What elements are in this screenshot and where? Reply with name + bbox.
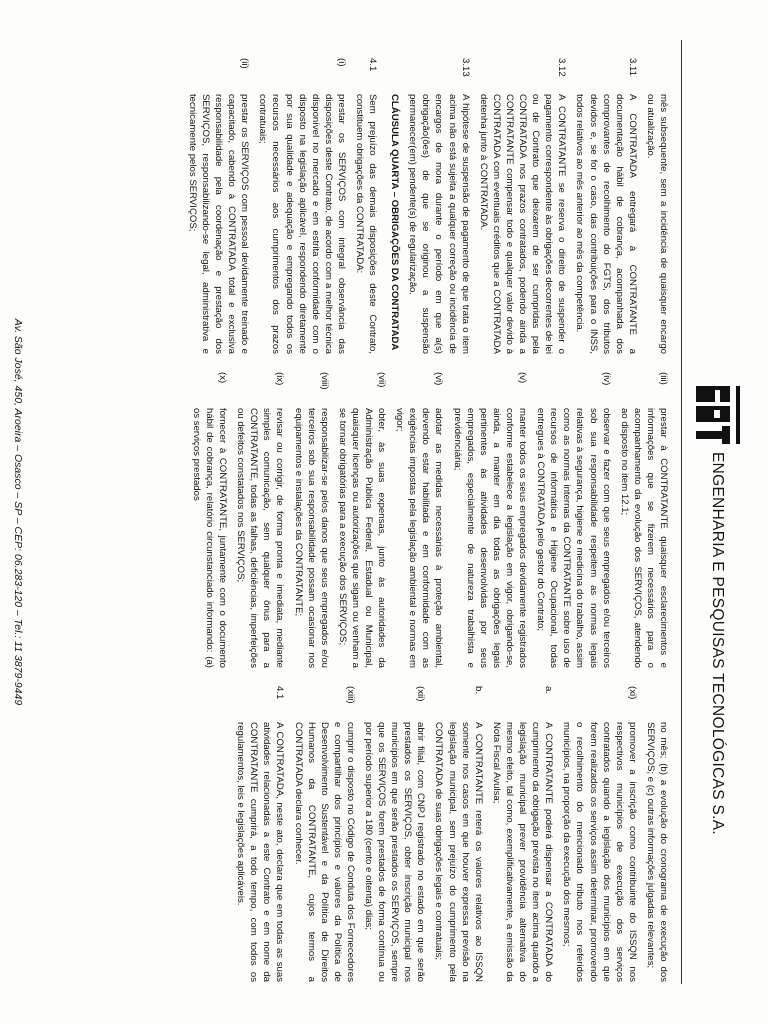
clause-item [490, 686, 555, 982]
clause-item [644, 58, 670, 354]
column-3 [229, 686, 670, 982]
clause-number: (ii) [239, 58, 251, 69]
clause-item [291, 372, 330, 668]
section-heading: CLÁUSULA QUARTA – OBRIGAÇÕES DA CONTRATADA [389, 94, 401, 351]
clause-item [393, 372, 445, 668]
clause-number [644, 686, 670, 722]
clause-number: (xiii) [344, 686, 356, 704]
clause-text: obter, às suas expensas, junto às autoridades da Administração Pública Federal, Estadual ou Municipal, quaisquer licenças ou autorizações que sigam ou venham a se tornar obrigatórias para a execução dos SERVIÇOS; [336, 408, 388, 668]
clause-number: (vii) [376, 372, 388, 388]
clause-item [534, 372, 613, 668]
clause-number: 3.13 [459, 58, 471, 77]
clause-text: observar e fazer com que seus empregados e/ou terceiros sob sua responsabilidade respeitem as normas legais relativas à segurança, higiene e medicina do trabalho, assim como as normas internas da CONTRATANTE sobre uso de recursos de informática e Higiene Ocupacional, todas entregues à CONTRATADA pelo gestor do Contrato; [535, 408, 612, 668]
clause-item [451, 372, 530, 668]
clause-text: cumprir o disposto no Código de Conduta dos Fornecedores e compartilhar dos princípios e valores da Política de Desenvolvimento Sustentável e da Política de Direitos Humanos da CONTRATANTE, cujos termos a CONTRATADA declara conhecer. [292, 722, 356, 982]
clause-item [336, 372, 388, 668]
clause-item [560, 686, 639, 982]
clause-number: 3.12 [556, 58, 568, 77]
clause-item [234, 372, 286, 668]
clause-item [256, 58, 348, 354]
clause-number: (v) [517, 372, 529, 384]
clause-text: promover a inscrição como contribuinte do ISSQN nos respectivos municípios de execução dos serviços contratados quando a legislação dos municípios em que forem realizados os serviços assim determinar, promovendo o recolhimento do mencionado tributo nos referidos municípios, na proporção da execução dos mesmos; [561, 722, 638, 982]
clause-text: A CONTRATADA entregará à CONTRATANTE a documentação hábil de cobrança, acompanhada dos comprovantes de recolhimento do FGTS, dos tributos devidos e, se for o caso, das contribuições para o INSS, todos relativos ao mês anterior ao mês da competência. [574, 94, 638, 354]
clause-text: prestar os SERVIÇOS com integral observância das disposições deste Contrato, de acordo com a melhor técnica disponível no mercado e em estrita conformidade com o disposto na legislação aplicável, respondendo diretamente por sua qualidade e adequação e empregando todos os recursos necessários aos cumprimentos dos prazos contratuais; [257, 94, 347, 354]
clause-text: A CONTRATANTE reterá os valores relativos ao ISSQN somente nos casos em que houver expressa previsão na legislação municipal, sem prejuízo do cumprimento pela CONTRATADA de suas obrigações legais e contratuais; [433, 722, 484, 982]
clause-item [362, 686, 427, 982]
clause-item [190, 372, 229, 668]
clause-number: (iii) [658, 372, 669, 385]
header-divider [681, 40, 682, 984]
clause-number: (ix) [274, 372, 286, 386]
clause-number: (viii) [318, 372, 330, 390]
clause-item [432, 686, 484, 982]
clause-item [406, 58, 471, 354]
clause-number: (x) [217, 372, 229, 384]
clause-text: fornecer à CONTRATANTE, juntamente com o documento hábil de cobrança, relatório circunstanciado informando: (a) os serviços prestados [190, 408, 229, 668]
clause-item [353, 58, 379, 354]
clause-text: adotar as medidas necessárias à proteção ambiental, devendo estar habilitada e em conformidade com as exigências impostas pela legislação ambiental e normas em vigor; [394, 408, 445, 668]
clause-number: 4.1 [274, 686, 286, 700]
clause-item [477, 58, 569, 354]
clause-item [291, 686, 356, 982]
column-2 [185, 372, 670, 668]
clause-number: b. [472, 686, 484, 695]
clause-item [573, 58, 638, 354]
clause-number: (vi) [433, 372, 445, 386]
clause-number: 3.11 [626, 58, 638, 76]
clause-text: prestar à CONTRATANTE quaisquer esclarecimentos e informações que se fizerem necessários para o acompanhamento da evolução dos SERVIÇOS, atendendo ao disposto no item 12.1; [618, 408, 669, 668]
clause-number: (xii) [415, 686, 427, 702]
clause-text: revisar ou corrigir, de forma pronta e imediata, mediante simples comunicação, sem qualquer ônus para a CONTRATANTE, todas as falhas, deficiências, imperfeições ou defeitos constatados nos SERVIÇOS; [235, 408, 286, 668]
clause-text: mês subsequente, sem a incidência de quaisquer encargo ou atualização. [644, 94, 669, 354]
clause-item [618, 372, 670, 668]
clause-number [384, 58, 401, 94]
company-logo [696, 386, 740, 444]
clause-item [234, 686, 286, 982]
company-name: ENGENHARIA E PESQUISAS TECNOLÓGICAS S.A. [709, 452, 726, 835]
clause-item [644, 686, 670, 982]
clause-text: responsabilizar-se pelos danos que seus empregados e/ou terceiros sob sua responsabilidade possam ocasionar nos equipamentos e instalações da CONTRATANTE; [292, 408, 330, 668]
clause-text: Sem prejuízo das demais disposições deste Contrato, constituem obrigações da CONTRATADA: [354, 94, 379, 354]
clause-number: (i) [335, 58, 347, 67]
clause-text: manter todos os seus empregados devidamente registrados conforme estabelece a legislação em vigor, obrigando-se, ainda, a manter em dia todas as obrigações legais pertinentes às atividades desenvolvidas por seus empregados, especialmente de natureza trabalhista e previdenciária; [451, 408, 529, 668]
footer-address: Av. São José, 450, Aroeira – Osasco – SP – CEP: 06.283-120 – Tel.: 11 3879-9449 [12, 318, 24, 706]
clause-text: A hipótese de suspensão de pagamento de que trata o item acima não está sujeita a qualquer correção ou incidência de encargos de mora durante o período em que a(s) obrigação(ões) de que se originou a suspensão permanecer(em) pendente(s) de regularização. [407, 94, 471, 354]
clause-text: A CONTRATANTE se reserva o direito de suspender o pagamento correspondente às obrigações decorrentes de lei ou de Contrato que deixarem de ser cumpridas pela CONTRATADA nos prazos contratados, podendo ainda a CONTRATANTE compensar todo e qualquer valor devido à CONTRATADA com eventuais créditos que a CONTRATADA detenha junto à CONTRATADA. [477, 94, 568, 354]
clause-text: A CONTRATANTE poderá dispensar a CONTRATADA do cumprimento da obrigação prevista no item acima quando a legislação municipal prever providência alternativa do mesmo efeito, tal como, exemplificativamente, a emissão da Nota Fiscal Avulsa; [490, 722, 555, 982]
clause-text: abrir filial, com CNPJ registrado no estado em que serão prestados os SERVIÇOS, obter inscrição municipal nos municípios em que serão prestados os SERVIÇOS, sempre que os SERVIÇOS forem prestados de forma contínua ou por período superior a 180 (cento e oitenta) dias; [363, 722, 427, 982]
clause-number: (iv) [600, 372, 612, 386]
clause-text: prestar os SERVIÇOS com pessoal devidamente treinado e capacitado, cabendo à CONTRATADA total e exclusiva responsabilidade pela coordenação e prestação dos SERVIÇOS, responsabilizando-se legal, administrativa e tecnicamente pelos SERVIÇOS; [186, 94, 251, 354]
column-1 [181, 58, 670, 354]
clause-item [186, 58, 251, 354]
clause-item [384, 58, 401, 354]
letterhead [682, 40, 752, 984]
clause-number: 4.1 [367, 58, 379, 72]
clause-text: no mês; (b) a evolução do cronograma de execução dos SERVIÇOS; e (c) outras informações julgadas relevantes; [644, 722, 669, 982]
clause-number [644, 58, 670, 94]
clause-text: A CONTRATADA, neste ato, declara que em todas as suas atividades relacionadas a este Contrato e em nome da CONTRATANTE cumprirá, a todo tempo, com todos os regulamentos, leis e legislações aplicáveis. [235, 722, 286, 982]
clause-number: a. [543, 686, 555, 695]
clause-number: (xi) [626, 686, 638, 700]
